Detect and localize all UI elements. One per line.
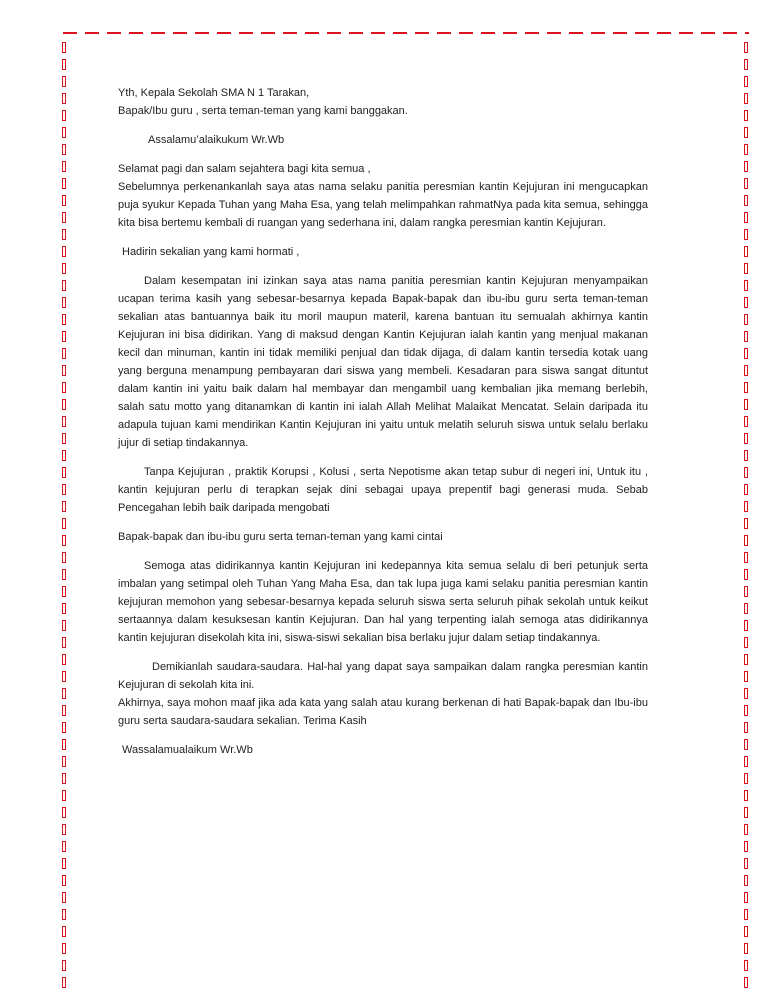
border-segment: [62, 586, 66, 597]
border-segment: [62, 535, 66, 546]
border-segment: [744, 314, 748, 325]
border-segment: [744, 161, 748, 172]
border-segment: [62, 314, 66, 325]
border-segment: [744, 620, 748, 631]
border-segment: [62, 433, 66, 444]
border-segment: [62, 331, 66, 342]
border-segment: [62, 637, 66, 648]
border-segment: [744, 807, 748, 818]
border-segment: [744, 212, 748, 223]
border-segment: [744, 892, 748, 903]
border-segment: [744, 450, 748, 461]
border-segment: [744, 501, 748, 512]
border-segment: [744, 875, 748, 886]
border-segment: [62, 756, 66, 767]
border-segment: [744, 790, 748, 801]
paragraph-1: Sebelumnya perkenankanlah saya atas nama selaku panitia peresmian kantin Kejujuran ini mengucapkan puja syukur Kepada Tuhan yang Maha Esa, yang telah melimpahkan rahmatNya pada kita semua, sehingga kita bisa bertemu kembali di ruangan yang sederhana ini, dalam rangka peresmian kantin Kejujuran.: [118, 181, 648, 229]
border-segment: [62, 960, 66, 971]
border-segment: [62, 467, 66, 478]
border-segment: [744, 909, 748, 920]
border-segment: [62, 382, 66, 393]
border-segment: [62, 93, 66, 104]
border-segment: [744, 569, 748, 580]
border-segment: [62, 977, 66, 988]
border-segment: [744, 722, 748, 733]
border-segment: [744, 178, 748, 189]
border-segment: [744, 654, 748, 665]
border-segment: [744, 195, 748, 206]
border-segment: [744, 144, 748, 155]
border-segment: [744, 586, 748, 597]
paragraph-2: Dalam kesempatan ini izinkan saya atas nama panitia peresmian kantin Kejujuran menyampaikan ucapan terima kasih yang sebesar-besarnya kepada Bapak-bapak dan ibu-ibu guru serta teman-teman sekalian atas bantuannya baik itu moril maupun materil, karena bantuan itu semualah akhirnya kantin Kejujuran ini bisa didirikan. Yang di maksud dengan Kantin Kejujuran ialah kantin yang menjual makanan kecil dan minuman, kantin ini tidak memiliki penjual dan tidak dijaga, di dalam kantin tersedia kotak uang yang berguna menampung pembayaran dari siswa yang membeli. Kesadaran para siswa sangat dituntut dalam kantin ini yaitu baik dalam hal membayar dan mengambil uang kembalian jika memang berlebih, salah satu motto yang ditanamkan di kantin ini ialah Allah Melihat Malaikat Mencatat. Selain daripada itu adapula tujuan kami mendirikan Kantin Kejujuran ini yaitu untuk melatih seluruh siswa untuk selalu berlaku jujur di setiap tindakannya.: [118, 275, 648, 449]
border-segment: [744, 246, 748, 257]
border-segment: [744, 59, 748, 70]
border-segment: [62, 722, 66, 733]
border-segment: [744, 637, 748, 648]
border-segment: [62, 144, 66, 155]
border-segment: [62, 76, 66, 87]
border-segment: [744, 280, 748, 291]
border-segment: [62, 552, 66, 563]
border-segment: [744, 42, 748, 53]
border-segment: [62, 42, 66, 53]
border-segment: [744, 535, 748, 546]
border-segment: [62, 790, 66, 801]
salam-closing: Wassalamualaikum Wr.Wb: [122, 744, 253, 756]
border-segment: [744, 552, 748, 563]
border-segment: [62, 246, 66, 257]
border-segment: [744, 943, 748, 954]
border-segment: [62, 348, 66, 359]
border-segment: [744, 841, 748, 852]
border-segment: [744, 399, 748, 410]
border-segment: [62, 620, 66, 631]
border-segment: [62, 161, 66, 172]
border-segment: [744, 110, 748, 121]
border-segment: [62, 127, 66, 138]
border-segment: [744, 331, 748, 342]
border-segment: [744, 127, 748, 138]
border-segment: [744, 977, 748, 988]
border-segment: [62, 909, 66, 920]
address-teachers: Bapak-bapak dan ibu-ibu guru serta teman-teman yang kami cintai: [118, 531, 443, 543]
paragraph-6: Akhirnya, saya mohon maaf jika ada kata yang salah atau kurang berkenan di hati Bapak-bapak dan Ibu-ibu guru serta saudara-saudara sekalian. Terima Kasih: [118, 697, 648, 727]
border-segment: [744, 603, 748, 614]
border-segment: [62, 705, 66, 716]
border-segment: [62, 110, 66, 121]
border-segment: [744, 76, 748, 87]
border-segment: [744, 756, 748, 767]
border-segment: [62, 875, 66, 886]
border-segment: [744, 960, 748, 971]
paragraph-5: Demikianlah saudara-saudara. Hal-hal yang dapat saya sampaikan dalam rangka peresmian kantin Kejujuran di sekolah kita ini.: [118, 661, 648, 691]
border-segment: [62, 212, 66, 223]
border-segment: [744, 773, 748, 784]
border-segment: [744, 263, 748, 274]
border-segment: [62, 297, 66, 308]
greeting-line-2: Bapak/Ibu guru , serta teman-teman yang kami banggakan.: [118, 105, 408, 117]
border-segment: [62, 59, 66, 70]
border-segment: [744, 416, 748, 427]
border-segment: [744, 518, 748, 529]
page-border-left: [62, 42, 68, 994]
border-segment: [62, 807, 66, 818]
border-segment: [744, 926, 748, 937]
border-segment: [62, 518, 66, 529]
border-segment: [62, 841, 66, 852]
border-segment: [62, 773, 66, 784]
border-segment: [62, 892, 66, 903]
border-segment: [62, 195, 66, 206]
border-segment: [62, 501, 66, 512]
border-segment: [744, 297, 748, 308]
letter-body: [118, 84, 648, 759]
paragraph-3: Tanpa Kejujuran , praktik Korupsi , Kolusi , serta Nepotisme akan tetap subur di negeri ini, Untuk itu , kantin kejujuran perlu di terapkan sejak dini sebagai upaya prepentif bagi generasi muda. Sebab Pencegahan lebih baik daripada mengobati: [118, 466, 648, 514]
border-segment: [62, 569, 66, 580]
border-segment: [62, 654, 66, 665]
border-segment: [62, 416, 66, 427]
border-segment: [62, 824, 66, 835]
border-segment: [744, 229, 748, 240]
border-segment: [62, 263, 66, 274]
border-segment: [744, 688, 748, 699]
border-segment: [62, 399, 66, 410]
border-segment: [62, 229, 66, 240]
border-segment: [62, 450, 66, 461]
border-segment: [744, 671, 748, 682]
border-segment: [744, 467, 748, 478]
paragraph-1-opening: Selamat pagi dan salam sejahtera bagi kita semua ,: [118, 163, 371, 175]
border-segment: [62, 365, 66, 376]
hadirin-address: Hadirin sekalian yang kami hormati ,: [122, 246, 300, 258]
border-segment: [62, 688, 66, 699]
page-border-right: [744, 42, 750, 994]
border-segment: [62, 603, 66, 614]
border-segment: [744, 433, 748, 444]
greeting-line-1: Yth, Kepala Sekolah SMA N 1 Tarakan,: [118, 87, 310, 99]
border-segment: [62, 178, 66, 189]
border-segment: [744, 739, 748, 750]
border-segment: [62, 671, 66, 682]
page-border-top: [63, 30, 749, 36]
border-segment: [744, 365, 748, 376]
border-segment: [744, 348, 748, 359]
salam-opening: Assalamu’alaikukum Wr.Wb: [148, 134, 285, 146]
border-segment: [744, 705, 748, 716]
border-segment: [744, 382, 748, 393]
paragraph-4: Semoga atas didirikannya kantin Kejujuran ini kedepannya kita semua selalu di beri petunjuk serta imbalan yang setimpal oleh Tuhan Yang Maha Esa, dan tak lupa juga kami selaku panitia peresmian kantin kejujuran memohon yang sebesar-besarnya kepada seluruh siswa serta seluruh pihak sekolah untuk keikut sertaannya dalam kesuksesan kantin Kejujuran. Dan hal yang terpenting ialah semoga atas didirikannya kantin kejujuran disekolah kita ini, siswa-siswi sekalian bisa berlaku jujur dalam setiap tindakannya.: [118, 560, 648, 644]
border-segment: [744, 93, 748, 104]
border-segment: [744, 484, 748, 495]
border-segment: [62, 943, 66, 954]
border-segment: [62, 926, 66, 937]
border-segment: [62, 858, 66, 869]
border-segment: [62, 484, 66, 495]
border-segment: [62, 739, 66, 750]
border-segment: [62, 280, 66, 291]
border-segment: [744, 858, 748, 869]
border-segment: [744, 824, 748, 835]
